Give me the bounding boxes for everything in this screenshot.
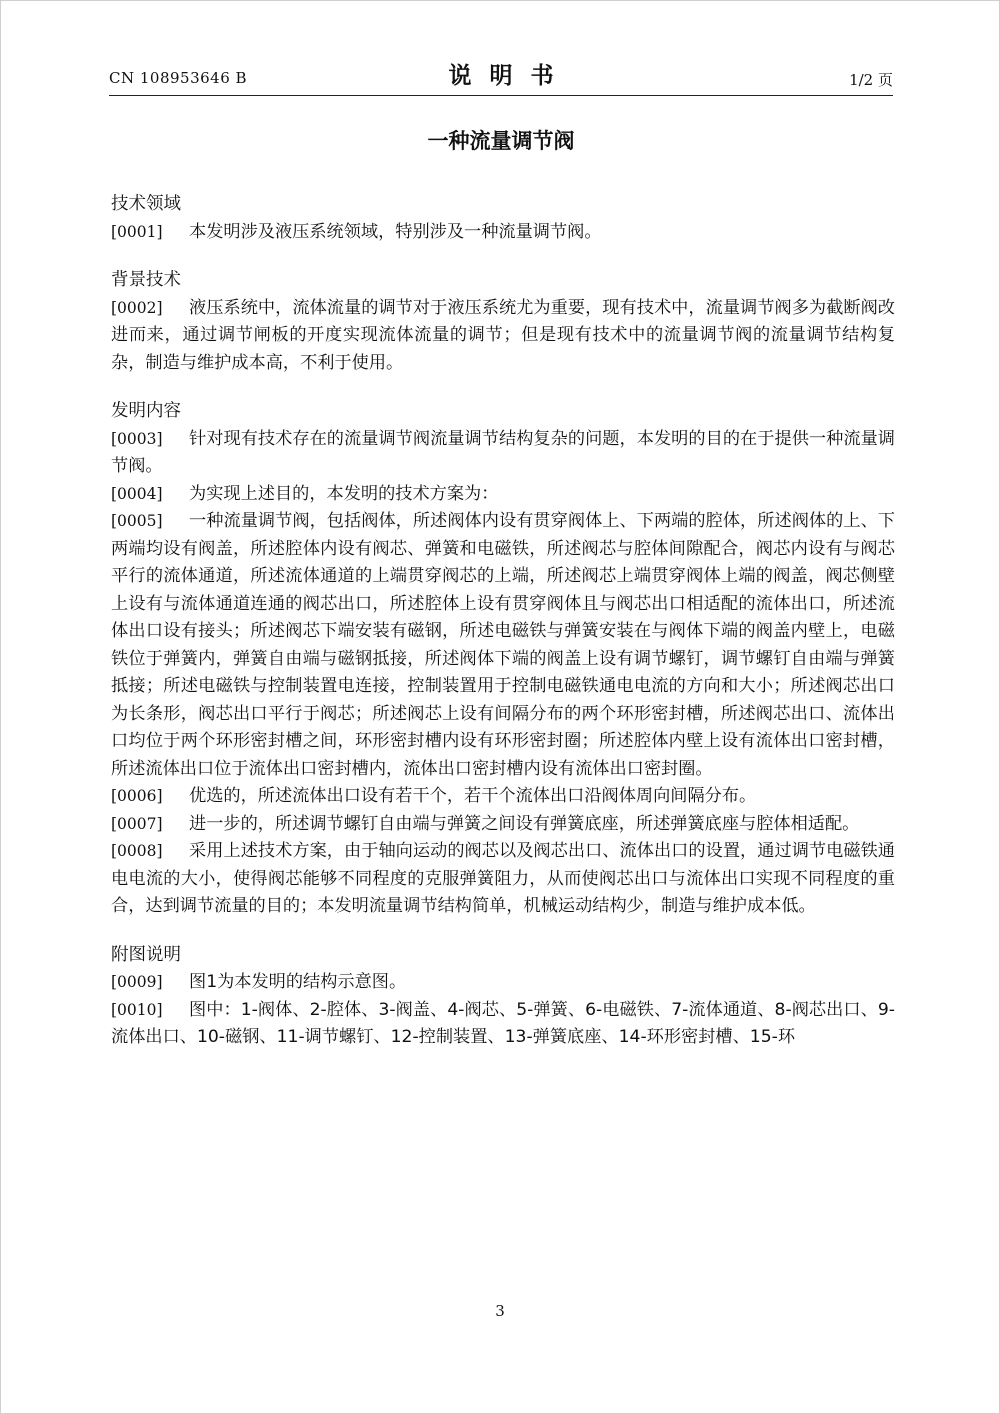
page-indicator: 1/2 页 <box>849 71 893 89</box>
paragraph-text: 本发明涉及液压系统领域，特别涉及一种流量调节阀。 <box>189 221 602 242</box>
paragraph <box>111 838 895 921</box>
paragraph-text: 液压系统中，流体流量的调节对于液压系统尤为重要，现有技术中，流量调节阀多为截断阀改进而来，通过调节闸板的开度实现流体流量的调节；但是现有技术中的流量调节阀的流量调节结构复杂，制造与维护成本高，不利于使用。 <box>111 297 895 373</box>
paragraph <box>111 783 895 811</box>
patent-number: CN 108953646 B <box>109 69 248 87</box>
paragraph-number: [0006] <box>111 787 163 805</box>
page-number: 3 <box>495 1302 505 1320</box>
paragraph <box>111 969 895 997</box>
section-heading: 技术领域 <box>111 194 181 214</box>
paragraph-text: 采用上述技术方案，由于轴向运动的阀芯以及阀芯出口、流体出口的设置，通过调节电磁铁通电电流的大小，使得阀芯能够不同程度的克服弹簧阻力，从而使阀芯出口与流体出口实现不同程度的重合，达到调节流量的目的；本发明流量调节结构简单，机械运动结构少，制造与维护成本低。 <box>111 841 895 916</box>
description-body <box>111 191 895 1052</box>
paragraph-number: [0004] <box>111 484 163 503</box>
paragraph-number: [0005] <box>111 512 163 530</box>
section-heading: 附图说明 <box>111 944 181 965</box>
section-heading: 背景技术 <box>111 270 181 290</box>
paragraph-number: [0007] <box>111 814 163 833</box>
invention-title: 一种流量调节阀 <box>427 129 575 153</box>
paragraph <box>111 295 895 378</box>
paragraph <box>111 481 895 509</box>
paragraph <box>111 219 895 247</box>
paragraph-number: [0008] <box>111 842 163 860</box>
paragraph-number: [0009] <box>111 973 163 991</box>
paragraph-text: 进一步的，所述调节螺钉自由端与弹簧之间设有弹簧底座，所述弹簧底座与腔体相适配。 <box>189 813 860 834</box>
page-header <box>109 57 893 93</box>
paragraph <box>111 997 895 1052</box>
paragraph-text: 图1为本发明的结构示意图。 <box>189 972 407 992</box>
paragraph <box>111 508 895 783</box>
paragraph-text: 为实现上述目的，本发明的技术方案为： <box>189 483 499 504</box>
paragraph-number: [0010] <box>111 1000 163 1019</box>
section-heading: 发明内容 <box>111 401 181 421</box>
doc-type-title: 说明书 <box>448 63 572 89</box>
paragraph-text: 针对现有技术存在的流量调节阀流量调节结构复杂的问题，本发明的目的在于提供一种流量调节阀。 <box>111 428 895 476</box>
paragraph <box>111 811 895 839</box>
paragraph-text: 优选的，所述流体出口设有若干个，若干个流体出口沿阀体周向间隔分布。 <box>189 786 757 806</box>
paragraph-text: 一种流量调节阀，包括阀体，所述阀体内设有贯穿阀体上、下两端的腔体，所述阀体的上、下两端均设有阀盖，所述腔体内设有阀芯、弹簧和电磁铁，所述阀芯与腔体间隙配合，阀芯内设有与阀芯平行的流体通道，所述流体通道的上端贯穿阀芯的上端，所述阀芯上端贯穿阀体上端的阀盖，阀芯侧壁上设有与流体通道连通的阀芯出口，所述腔体上设有贯穿阀体且与阀芯出口相适配的流体出口，所述流体出口设有接头；所述阀芯下端安装有磁钢，所述电磁铁与弹簧安装在与阀体下端的阀盖内壁上，电磁铁位于弹簧内，弹簧自由端与磁钢抵接，所述阀体下端的阀盖上设有调节螺钉，调节螺钉自由端与弹簧抵接；所述电磁铁与控制装置电连接，控制装置用于控制电磁铁通电电流的方向和大小；所述阀芯出口为长条形，阀芯出口平行于阀芯；所述阀芯上设有间隔分布的两个环形密封槽，所述阀芯出口、流体出口均位于两个环形密封槽之间，环形密封槽内设有环形密封圈；所述腔体内壁上设有流体出口密封槽，所述流体出口位于流体出口密封槽内，流体出口密封槽内设有流体出口密封圈。 <box>111 511 895 779</box>
paragraph-number: [0002] <box>111 298 163 317</box>
header-rule <box>109 95 893 96</box>
paragraph-number: [0001] <box>111 222 163 241</box>
paragraph-number: [0003] <box>111 429 163 448</box>
paragraph-text: 图中：1-阀体、2-腔体、3-阀盖、4-阀芯、5-弹簧、6-电磁铁、7-流体通道、8-阀芯出口、9-流体出口、10-磁钢、11-调节螺钉、12-控制装置、13-弹簧底座、14-环形密封槽、15-环 <box>111 999 895 1047</box>
paragraph <box>111 426 895 481</box>
